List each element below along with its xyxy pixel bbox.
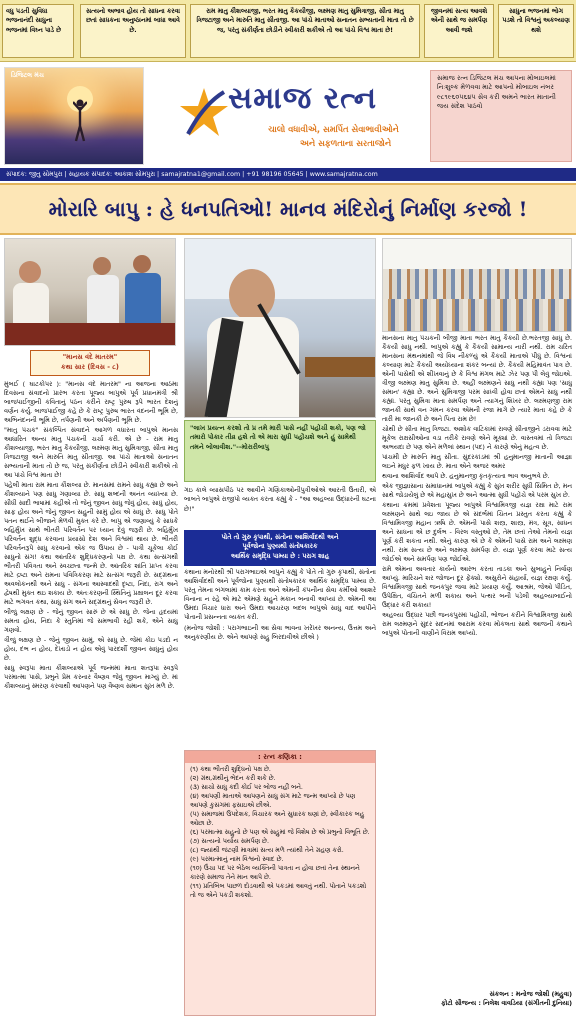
- phone-number[interactable]: +91 98196 05645: [246, 171, 304, 178]
- photo-morari-bapu: [184, 238, 376, 418]
- article-column-3: [382, 334, 572, 986]
- list-item: (૧૦) ઉંચા પદ પર બેઠેલ વ્યક્તિની પાત્રતા ન હોવા છતાં તેના સ્થાનને કારણે સમાજ તેને માન આપે છે.: [190, 865, 360, 881]
- list-item: (૩) સાચો સાધુ કદી કોઈ પર બોજ નહીં બને.: [190, 784, 303, 791]
- banner-line: આર્થિક સમૃદ્ધિ પામ્યા છે : પરાગ શાહ: [230, 551, 330, 560]
- paragraph: ચોથી છે સીતા માતુ ત્રિજટા. અશોક વાટિકામાં રાવણે સીતાજીને ડરાવવા માટે મૂકેલ રાક્ષસીઓના વડા તરીકે રાવણે એને મૂક્યાં છે. વાસ્તવમાં તો ત્રિજટા અભયદા છે પણ એને મળેલાં સ્થાન (પદ) ને કારણે એનું મહત્વ છે.: [382, 426, 572, 451]
- ratna-kanika-list: [185, 763, 375, 902]
- ratna-kanika-title: : રત્ન કણિકા :: [185, 751, 375, 763]
- photo-katha-audience: [382, 238, 572, 332]
- compilation-credit: [382, 990, 572, 1020]
- masthead-photo: [4, 67, 144, 165]
- paragraph: કથાના ક્રમમાં પ્રવેશતા પૂજ્ય બાપુએ વિશ્વામિત્રજી યજ્ઞ રક્ષા માટે રામ લક્ષ્મણને સાથે લઇ જાય છે એ સંદર્ભમાં ચિંતન પ્રસ્તુત કરતા કહ્યું કે વિશ્વામિત્રજી મહાન ઋષિ છે. એમની પાસે શસ્ત્ર, શાસ્ત્ર, મંત્ર, સૂત્ર, સાધન અને સાધના એ છ દુર્લભ - વિરલ વસ્તુઓ છે, તેમ છતાં તેઓ તેમનો યજ્ઞ પૂર્ણ કરી શકતા નથી. એનું કારણ એ છે કે એમની પાસે રામ અને લક્ષ્મણ નથી. રામ સત્ય છે અને લક્ષ્મણ સમર્પણ છે. યજ્ઞ પૂર્ણ કરવા માટે સત્ય જોઈએ અને સમર્પણ પણ જોઈએ.: [382, 502, 572, 563]
- paragraph: માનસના માતુ પંચકની બીજી માતા ભરત માતુ કૈકયી છે.ભરતજી સાધુ છે. કૈકયી સાધુ નથી. બાપુએ કહ્યું કે કૈકયી સામાન્ય નારી નથી. રામ ચરિત માનસના મંથનમાંથી જે વિષ નીકળ્યું એ કૈકયી માતાએ પીધું છે. વિશ્વનાં કલ્યાણ માટે કૈકયી અયોધ્યાના શંકર બન્યાં છે. કૈકયી મહિમાવંત પાત્ર છે. એની પાસેથી એ શીખવાનું છે કે વિશ્વ મંગલ માટે ઝેર પણ પી લેવું જોઇએ. ત્રીજી લક્ષ્મણ માતુ સુમિત્રા છે. અહીં લક્ષ્મણને સાધુ નથી કહ્યા પણ 'સાધુ સમાન' કહ્યા છે. અને સુમિત્રાજી પરમ સાધ્વી હોવા છતાં એમને સાધુ નથી કહ્યાં. પરંતુ સુમિત્રા માતા સમર્પણ અને ત્યાગનું શિખર છે. લક્ષ્મણજી રામ જાનકી સાથે વન ગમન કરવા એમની રજા માગે છે ત્યારે માતા કહે છે કે તારી મા જાનકી છે અને પિતા રામ છે!: [382, 335, 572, 423]
- digital-manch-tag: ડિજિટલ મંચ: [11, 71, 44, 79]
- paragraph: કથાના મનોરથી શ્રી પરાગભાઇએ બાપુને કહ્યું કે પોતે તો ગુરુ કૃપાથી, સંતોના આશિર્વાદથી અને પૂર્વજોના પુણ્યથી સંતોષકારક આર્થિક સમૃદ્ધિ પામ્યા છે. પરંતુ તેમના બંગલામાં કામ કરતા અને એમની કંપનીના સેવા કર્મીઓ આશરે વિનાના ન રહે એ માટે એમણે સહુને મકાન બનાવી આપ્યાં છે. એમની આ ઉમદા વિચાર ધારા અને ઉમદા આચરણ બદલ બાપુએ સાધુ વાદ આપીને પોતાની પ્રસન્નતા વ્યક્ત કરી.: [184, 569, 376, 621]
- parag-shah-banner: [184, 530, 376, 566]
- paragraph: એક જીજ્ઞાસાના સમાધાનમાં બાપુએ કહ્યું કે સુખ શરીર સુધી સિમિત છે, મન સાથે જોડાયેલું છે એ મહાસુખ છે અને આત્મા સુધી પહોંચે એ પરમ સુખ છે.: [382, 483, 572, 499]
- paragraph: અહલ્યા ઉદ્ધાર પછી જનકપુરમાં પહોંચી, ભોજન કરીને વિશ્વામિત્રજી સાથે રામ લક્ષ્મણને સુંદર સદનમાં આરામ કરવા મોકલતા સાથે આજની કથાને બાપુએ પોતાની વાણીને વિરામ આપ્યો.: [382, 612, 572, 637]
- paragraph: પાંચમી છે મારુતિ માતુ સીતા. સુંદરકાંડમાં શ્રી હનુમાનજી માતાની આજ્ઞા લઇને મધુર ફળ ખાય છે. માતા એને અજર અમર: [382, 454, 572, 470]
- paragraph: બીજું લક્ષણ છે - જેનું જીવન સારું છે એ સાધુ છે. જેના હૃદયમાં સમતા હોય, નિંદા કે સ્તુતિમાં જે સમભાવી રહી શકે, એને સાધુ ગણવો.: [4, 609, 178, 634]
- article-column-1: [4, 380, 178, 1020]
- masthead: [0, 64, 576, 168]
- paragraph: ત્રીજું લક્ષણ છે - જેનું જીવન સામું, એ સાધુ છે. જેમાં કોઇ પડદો ન હોય, દંભ ન હોય, દેખાડો ન હોય એવું પારદર્શી જીવન સાધુનું હોય છે.: [4, 637, 178, 662]
- star-logo-icon: [178, 84, 230, 144]
- assistant-editor-credit: સહાયક સંપાદક: આકાશ સોમપુરા: [68, 171, 156, 178]
- editor-credit: સંપાદક: જીતુ સોમપુરા: [6, 171, 63, 178]
- quote-center-2: રામ માતુ કૌશલ્યાજી, ભરત માતુ કૈકયીજી, લક્ષ્મણ માતુ સુમિત્રાજી, સીતા માતુ ત્રિજટાજી અને મારુતિ માતુ સીતાજી. આ પાંચે માતાઓ સનાતન સભ્યતાની માતા તો છે જ, પરંતુ સંકીર્ણતા છોડીને સ્વીકારી શકીએ તો આ પાંચે વિશ્વ માતા છે!: [190, 4, 420, 58]
- quote-center-1: સત્યનો અભાવ હોય તો સાધના કરવા છતાં સાધકના અનુષ્ઠાનમાં બાધા આવે છે.: [80, 4, 186, 58]
- list-item: (૭) સત્યનો પર્યાય સમર્પણ છે.: [190, 838, 269, 845]
- katha-day: કથા સાર (દિવસ - ૮): [61, 362, 119, 371]
- logo-tagline-2: અને સફળતાના સરતાજોને: [300, 138, 392, 148]
- list-item: (૮) જ્યાંથી જંટણી માત્રામાં સત્ય મળે ત્યાંથી તેને ગ્રહણ કરો.: [190, 847, 344, 854]
- list-item: (૫) સમાજમાં ઉપદેશક, વિચારક અને સુધારક ઘણાં છે, સ્વીકારક બહુ ઓછા છે.: [190, 811, 365, 827]
- photo-credit: ફોટો સૌજન્ય : નિલેશ વાવડિયા (સંગીતની દુનિયા): [441, 999, 572, 1008]
- paragraph: (મનોજ જોશી : પરાગભાઇની આ સેવા ભાવના ખરેખર અનન્ય, ઉત્તમ અને અનુકરણીય છે. એને આપણે સહુ બિરદાવીએ છીએ ): [184, 625, 376, 641]
- list-item: (૯) પરમાત્માનું નામ વિશ્વનો સ્વાદ છે.: [190, 856, 284, 863]
- paragraph: "માતુ પંચક" સંકલ્પિત સંવાદને આગળ વધારતા બાપુએ માનસ આધારિત અન્ય માતુ પંચકની ચર્ચા કરી. એ છે - રામ માતુ કૌશલ્યાજી, ભરત માતુ કૈકયીજી, લક્ષ્મણ માતુ સુમિત્રાજી, સીતા માતુ ત્રિજટાજી અને મારુતિ માતુ સીતાજી. આ પાંચે માતાઓ સનાતન સભ્યતાની માતા તો છે જ, પરંતુ સંકીર્ણતા છોડીને સ્વીકારી શકીએ તો આ પાંચે વિશ્વ માતા છે!: [4, 427, 178, 479]
- list-item: (૬) પરમાત્મા સહુનો છે પણ એ સહુમાં જે વિશેષ છે એ પ્રભુનો વિભૂતિ છે.: [190, 829, 370, 836]
- katha-label: [30, 350, 150, 376]
- quote-left: વધુ પડતી સુવિધા ભજનાનંદી સાધુના ભજનમાં વિઘ્ન પાડે છે: [2, 4, 74, 58]
- banner-line: પોતે તો ગુરુ કૃપાથી, સંતોના આશિર્વાદથી અને: [221, 533, 339, 541]
- website-link[interactable]: www.samajratna.com: [309, 171, 378, 178]
- logo-title: સમાજ રત્ન: [228, 81, 378, 116]
- list-item: (૧૧) પ્રતિબિંબ પાછળ દોડવાથી એ પકડમાં આવતું નથી. પોતાને પકડશો તો જ એને પકડી શકશો.: [190, 883, 367, 899]
- paragraph: થવાના આશિર્વાદ આપે છે. હનુમાનજી કૃતકૃત્યતા ભાવ અનુભવે છે.: [382, 473, 550, 480]
- paragraph: પહેલી માતા રામ માતા કૌશલ્યા છે. માનસમાં રામને સાધુ કહ્યા છે અને કૌશલ્યાને પણ સાધુ ગણાવ્યા છે. સાધુ શબ્દની અનંત વ્યાખ્યા છે. સીધી સાદી ભાષામાં કહીએ તો જેનું જીવન સાધુ જેવું હોય, સાધું હોય, સાફ હોય અને જેનું જીવન સહુની સામું હોય એ સાધુ છે. સાધુ પોતે પતન થઈને બીજાને મેળવી મુક્ત કરે છે. બાપુ એ જણાવ્યું કે સાધકે બહિર્મુખ સાથે ભીતરી પરિવર્તન પર ધ્યાન દેવું જરૂરી છે. બહિર્મુખ પરિવર્તન શુદ્ધ કરવાના પ્રયાસો દેશ અને વિશ્વમાં થાય છે. ભીતરી પરિવર્તનરૂપે સાધુ કરવાનો એક જ ઉપાય છે - પાત્રી ચૂકેલા કોઈ સાધુનો સંગ! કથા આંતરિક શુદ્ધિકરણનો પક્ષ છે. કથા સત્સંગથી ભીતરી પવિત્રતા અને સ્વચ્છતા જન્મે છે. આંતરિક શાંતિ પ્રાપ્ત કરવા માટે દ્રષ્ટા અને રામના પવિત્રિકરણ માટે સત્સંગ જરૂરી છે. સદ્ગ્રંથના અવલોકનથી અને સાધુ - સંગના આસ્વાદથી દૃષ્ટા, નિંદા, રાગ અને દ્વેષથી મુક્ત થઇ શકાય છે. અંતઃકરણની સ્થિતિનું પ્રક્ષાલન દૂર કરવા માટે ભગવત કથા, સાધુ સંગ અને સદ્ગ્રંથનું સેવન જરૂરી છે.: [4, 482, 178, 606]
- ratna-kanika-box: [184, 750, 376, 1016]
- list-item: (૨) ગ્રંથ,ગ્રંથીનું ભેદન કરી શકે છે.: [190, 775, 276, 782]
- katha-title: "માનસ વંદે માતરમ": [62, 353, 118, 361]
- paragraph: સાધુ સ્વરૂપા માતા કૌશલ્યાએ પૂર્વ જન્મમાં માતા શતરૂપા સ્વરૂપે પરમાત્મા પાસે, પ્રભુને પ્રેમ કરનાર વૈષ્ણવ જેવું જીવન માગ્યું છે. માં કૌશલ્યાનું સ્મરણ કરવાથી આપણને પણ વૈષ્ણવ સમાન સુખ મળે છે.: [4, 665, 178, 690]
- photo-stage-felicitation: [4, 238, 176, 346]
- top-quote-strip: [0, 0, 576, 62]
- list-item: (૧) કથા ભીતરી શુદ્ધિનો પક્ષ છે.: [190, 766, 271, 773]
- quote-right: સાધુના ભજનમાં ભોગ પડશે તો વિશ્વનું અકલ્યાણ થશે: [498, 4, 574, 58]
- silhouette-icon: [73, 98, 87, 142]
- compiler-credit: સંકલન : મનોજ જોશી (મહુવા): [489, 990, 572, 998]
- paragraph: રામે એમના અવતાર કાર્યનો આરંભ કરતા તાડકા અને સુબાહુને નિર્વાણ આપ્યું. મારિચને શર જોજન દૂર ફેંક્યો. અસુરોને સંહાર્યા, યજ્ઞ રક્ષણ કર્યું. વિશ્વામિત્રજી સાથે જનકપુર જવા માટે પ્રયાણ કર્યું. આશ્રમ, જેઓ પીડિત, ઉપેક્ષિત, વંચિતને મળી શકાય અને પત્થર બની પડેલી અહલ્યાબાઈનો ઉદ્ધાર કરી શકાય!: [382, 566, 572, 609]
- email-link[interactable]: samajratna1@gmail.com: [161, 171, 241, 178]
- list-item: (૪) આપણી માતાએ આપણને સાધુ સંગ માટે જન્મ આપ્યો છે પણ આપણે કુસંગમાં ફસાઇએ છીએ.: [190, 793, 356, 809]
- quote-center-3: જીવનમાં સત્ય આવશે એની સાથે જ સમર્પણ આવી જશે: [424, 4, 494, 58]
- credits-bar: સંપાદક: જીતુ સોમપુરા | સહાયક સંપાદક: આકાશ સોમપુરા | samajratna1@gmail.com | +91 98196 05645 | www.samajratna.com: [0, 168, 576, 181]
- parag-shah-article: [184, 568, 376, 748]
- paragraph: મુંબઈ ( ઘાટકોપર ): "માનસ વંદે માતરમ" ના આજના આઠમા દિવસના સંવાદનો પ્રારંભ કરતા પૂજ્ય બાપુએ પૂર્વ પ્રધાનમંત્રી શ્રી બાજપાઈજીની કવિતાનું પઠન કરીને રાષ્ટ્ર પુરુષ રૂપે ભારત દેશનું વર્ણન કર્યુ. બાજપાઈજી કહે છે કે રાષ્ટ્ર પુરુષ ભારત વંદનની ભૂમિ છે, અભિનંદનની ભૂમિ છે, તર્પણની અને અર્પણની ભૂમિ છે.: [4, 381, 178, 424]
- headline: મોરારિ બાપુ : હે ધનપતિઓ! માનવ મંદિરોનું નિર્માણ કરજો !: [0, 183, 576, 235]
- subscribe-promo: સમાજ રત્ન ડિજિટલ મંચ આપના મોબાઇલમાં નિઃશુલ્ક મેળવવા માટે આપનો મોબાઇલ નંબર ૯૮૧૯૬૦૫૬૪૫ સેવ કરી અમને ભારત માતાની જય સંદેશ પાઠવો: [430, 70, 572, 162]
- aarti-note: ગઇ કાલે વ્યાસપીઠ પર આવીને ગણિકાઓનીપુત્રીઓએ આરતી ઉતારી, એ બાબતે બાપુએ રાજીપો વ્યક્ત કરતા કહ્યું કે - "આ અહલ્યા ઉદ્ધારની ઘટના છે!": [184, 486, 376, 513]
- logo-tagline-1: ચાલો વધાવીએ, સમર્પિત સેવાભાવીઓને: [268, 124, 399, 134]
- bapu-quote-box: "લાખ પ્રયત્ન કરશો તો પ્ર તમે મારી પાસે નહીં પહોંચી શકો, પણ જો તમારો પોકાર તીવ્ર હશે તો એ મારા સુધી પહોંચશે અને હું સામેથી તમને બોલાવીશ."--મોરારીબાપુ: [184, 420, 376, 482]
- logo-area: [150, 66, 420, 164]
- banner-line: પૂર્વજોના પુણ્યથી સંતોષકારક: [242, 542, 318, 551]
